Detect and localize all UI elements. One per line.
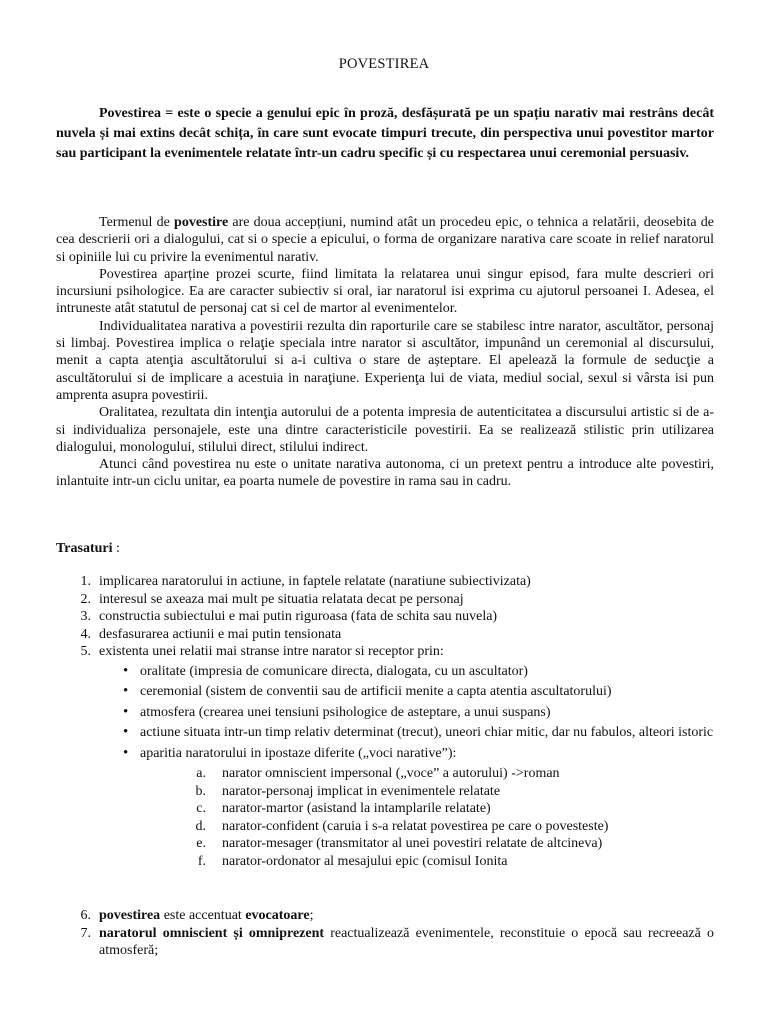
bullet-icon (113, 724, 140, 742)
bullet-icon (113, 683, 140, 701)
bullet-icon (113, 704, 140, 722)
list-item: 7. naratorul omniscient și omniprezent reactualizează evenimentele, reconstituie o epocă sau recreează o atmosferă; (80, 925, 714, 958)
traits-list (56, 573, 714, 870)
paragraph-2: Povestirea aparține prozei scurte, fiind limitata la relatarea unui singur episod, fara multe descrieri ori incursiuni psihologice. Ea are caracter subiectiv si oral, iar naratorul isi exprima cu ajutorul persoanei I. Adesea, el intruneste atât statutul de personaj cat si cel de martor al evenimentelor. (56, 266, 714, 317)
bullet-item: • oralitate (impresia de comunicare directa, dialogata, cu un ascultator) (113, 663, 714, 681)
sub-list-item: c. narator-martor (asistand la intamplarile relatate) (196, 801, 491, 816)
list-item: 4. desfasurarea actiunii e mai putin tensionata (80, 626, 342, 642)
list-item: 3. constructia subiectului e mai putin riguroasa (fata de schita sau nuvela) (80, 609, 498, 624)
traits-list-continued (56, 907, 714, 960)
bullet-item: • actiune situata intr-un timp relativ determinat (trecut), uneori chiar mitic, dar nu fabulos, alteori istoric (113, 724, 714, 742)
narrator-types-list (172, 765, 714, 870)
term-povestire: povestire (174, 215, 229, 230)
sub-list-item: f. narator-ordonator al mesajului epic (comisul Ionita (197, 853, 508, 869)
bullet-icon (113, 663, 140, 681)
list-item: 5. existenta unei relatii mai stranse intre narator si receptor prin: (80, 644, 444, 659)
bullet-icon (113, 745, 140, 763)
list-item: 1. implicarea naratorului in actiune, in faptele relatate (naratiune subiectivizata) (80, 574, 531, 589)
paragraph-3: Individualitatea narativa a povestirii rezulta din raporturile care se stabilesc intre narator, ascultător, personaj si limbaj. Povestirea implica o relaţie speciala intre narator si ascultător, impunând un ceremonial al discursului, menit a capta atenţia ascultătorului si a-i cultiva o stare de așteptare. El apelează la formule de seducţie a ascultătorului si de implicare a acestuia in naraţiune. Experienţa lui de viata, mediul social, sexul si vârsta isi pun amprenta asupra povestirii. (56, 318, 714, 403)
bullet-item: • atmosfera (crearea unei tensiuni psihologice de asteptare, a unui suspans) (113, 704, 714, 722)
list-item: 6. povestirea este accentuat evocatoare; (80, 908, 314, 923)
sub-list-item: a. narator omniscient impersonal („voce” a autorului) ->roman (196, 766, 560, 781)
paragraph-5: Atunci când povestirea nu este o unitate narativa autonoma, ci un pretext pentru a introduce alte povestiri, inlantuite intr-un ciclu unitar, ea poarta numele de povestire in rama sau in cadru. (56, 457, 714, 490)
list-item: 2. interesul se axeaza mai mult pe situatia relatata decat pe personaj (80, 591, 464, 607)
bullet-list (113, 663, 714, 763)
bullet-item: • aparitia naratorului in ipostaze diferite („voci narative”): (113, 745, 714, 763)
bullet-item: • ceremonial (sistem de conventii sau de artificii menite a capta atentia ascultatorului) (113, 683, 714, 701)
traits-heading: Trasaturi : (56, 541, 120, 556)
definition-paragraph: Povestirea = este o specie a genului epic în proză, desfășurată pe un spațiu narativ mai restrâns decât nuvela și mai extins decât schița, în care sunt evocate timpuri trecute, din perspectiva unui povestitor martor sau participant la evenimentele relatate într-un cadru specific și cu respectarea unui ceremonial persuasiv. (56, 106, 714, 161)
body-text (56, 214, 714, 491)
document-title: POVESTIREA (338, 56, 430, 72)
sub-list-item: b. narator-personaj implicat in evenimentele relatate (195, 783, 501, 799)
paragraph-1: Termenul de povestire are doua accepțiuni, numind atât un procedeu epic, o tehnica a relatării, deosebita de cea descrierii ori a dialogului, cat si o specie a epicului, o forma de organizare narativa care scoate in relief naratorul si opiniile lui cu privire la evenimentul narativ. (56, 215, 714, 265)
sub-list-item: e. narator-mesager (transmitator al unei povestiri relatate de altcineva) (196, 836, 603, 851)
sub-list-item: d. narator-confident (caruia i s-a relatat povestirea pe care o povesteste) (195, 818, 609, 834)
paragraph-4: Oralitatea, rezultata din intenţia autorului de a potenta impresia de autenticitatea a discursului artistic si de a-si individualiza personajele, este una dintre caracteristicile povestirii. Ea se realizează stilistic prin utilizarea dialogului, monologului, stilului direct, stilului indirect. (56, 405, 714, 455)
